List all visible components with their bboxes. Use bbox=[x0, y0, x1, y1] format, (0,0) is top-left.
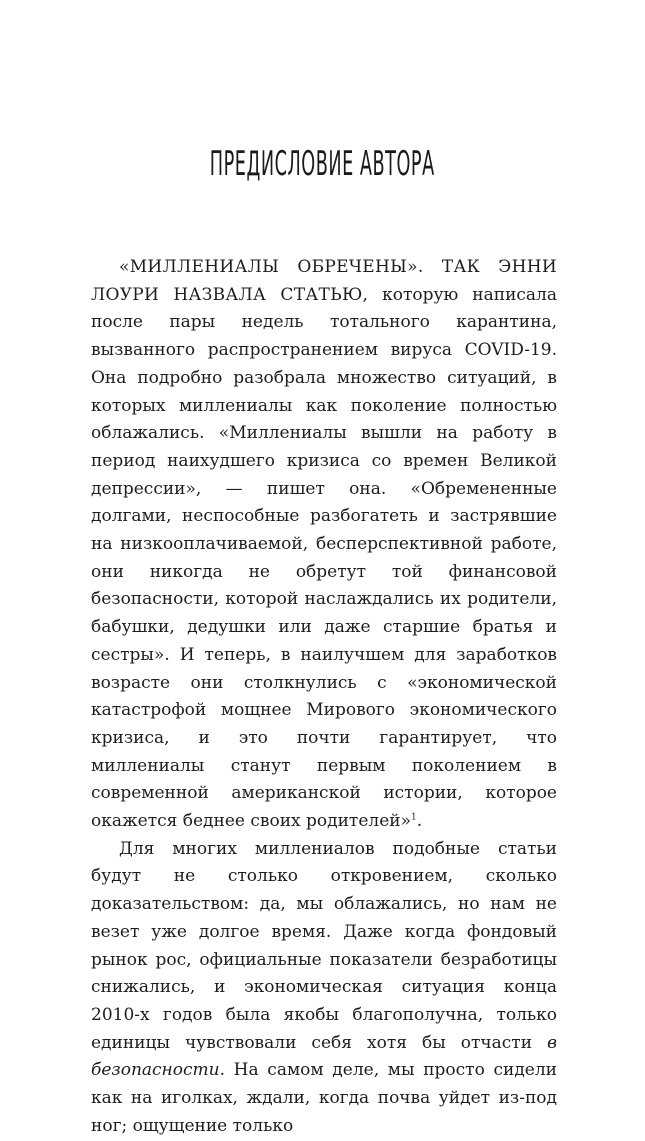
paragraph-2-italic: в безопасности bbox=[91, 1032, 557, 1081]
chapter-heading-wrap bbox=[0, 138, 645, 190]
paragraph-1-lead-caps: «МИЛЛЕНИАЛЫ ОБРЕЧЕНЫ». ТАК ЭННИ ЛОУРИ НАЗВАЛА СТАТЬЮ, bbox=[91, 257, 557, 305]
footnote-marker: 1 bbox=[411, 812, 417, 823]
chapter-heading: ПРЕДИСЛОВИЕ АВТОРА bbox=[210, 144, 435, 184]
paragraph-1-text: которую написала после пары недель тотального карантина, вызванного распространением вируса COVID-19. Она подробно разобрала множество ситуаций, в которых миллениалы как поколение полностью облажались. «Миллениалы вышли на работу в период наихудшего кризиса со времен Великой депрессии», — пишет она. «Обремененные долгами, неспособные разбогатеть и застрявшие на низкооплачиваемой, бесперспективной работе, они никогда не обретут той финансовой безопасности, которой наслаждались их родители, бабушки, дедушки или даже старшие братья и сестры». И теперь, в наилучшем для заработков возрасте они столкнулись с «экономической катастрофой мощнее Мирового экономического кризиса, и это почти гарантирует, что миллениалы станут первым поколением в современной американской истории, которое окажется беднее своих родителей» bbox=[91, 284, 557, 832]
paragraph-1-end: . bbox=[416, 811, 423, 832]
paragraph-2-text: Для многих миллениалов подобные статьи будут не столько откровением, сколько доказательством: да, мы облажались, но нам не везет уже долгое время. Даже когда фондовый рынок рос, официальные показатели безработицы снижались, и экономическая ситуация конца 2010-х годов была якобы благополучна, только единицы чувствовали себя хотя бы отчасти bbox=[91, 838, 557, 1053]
paragraph-2-text-after: . На самом деле, мы просто сидели как на иголках, ждали, когда почва уйдет из-под ног; ощущение только bbox=[91, 1060, 557, 1136]
body-text bbox=[91, 254, 557, 1141]
paragraph-1 bbox=[91, 254, 557, 836]
paragraph-2 bbox=[91, 836, 557, 1141]
